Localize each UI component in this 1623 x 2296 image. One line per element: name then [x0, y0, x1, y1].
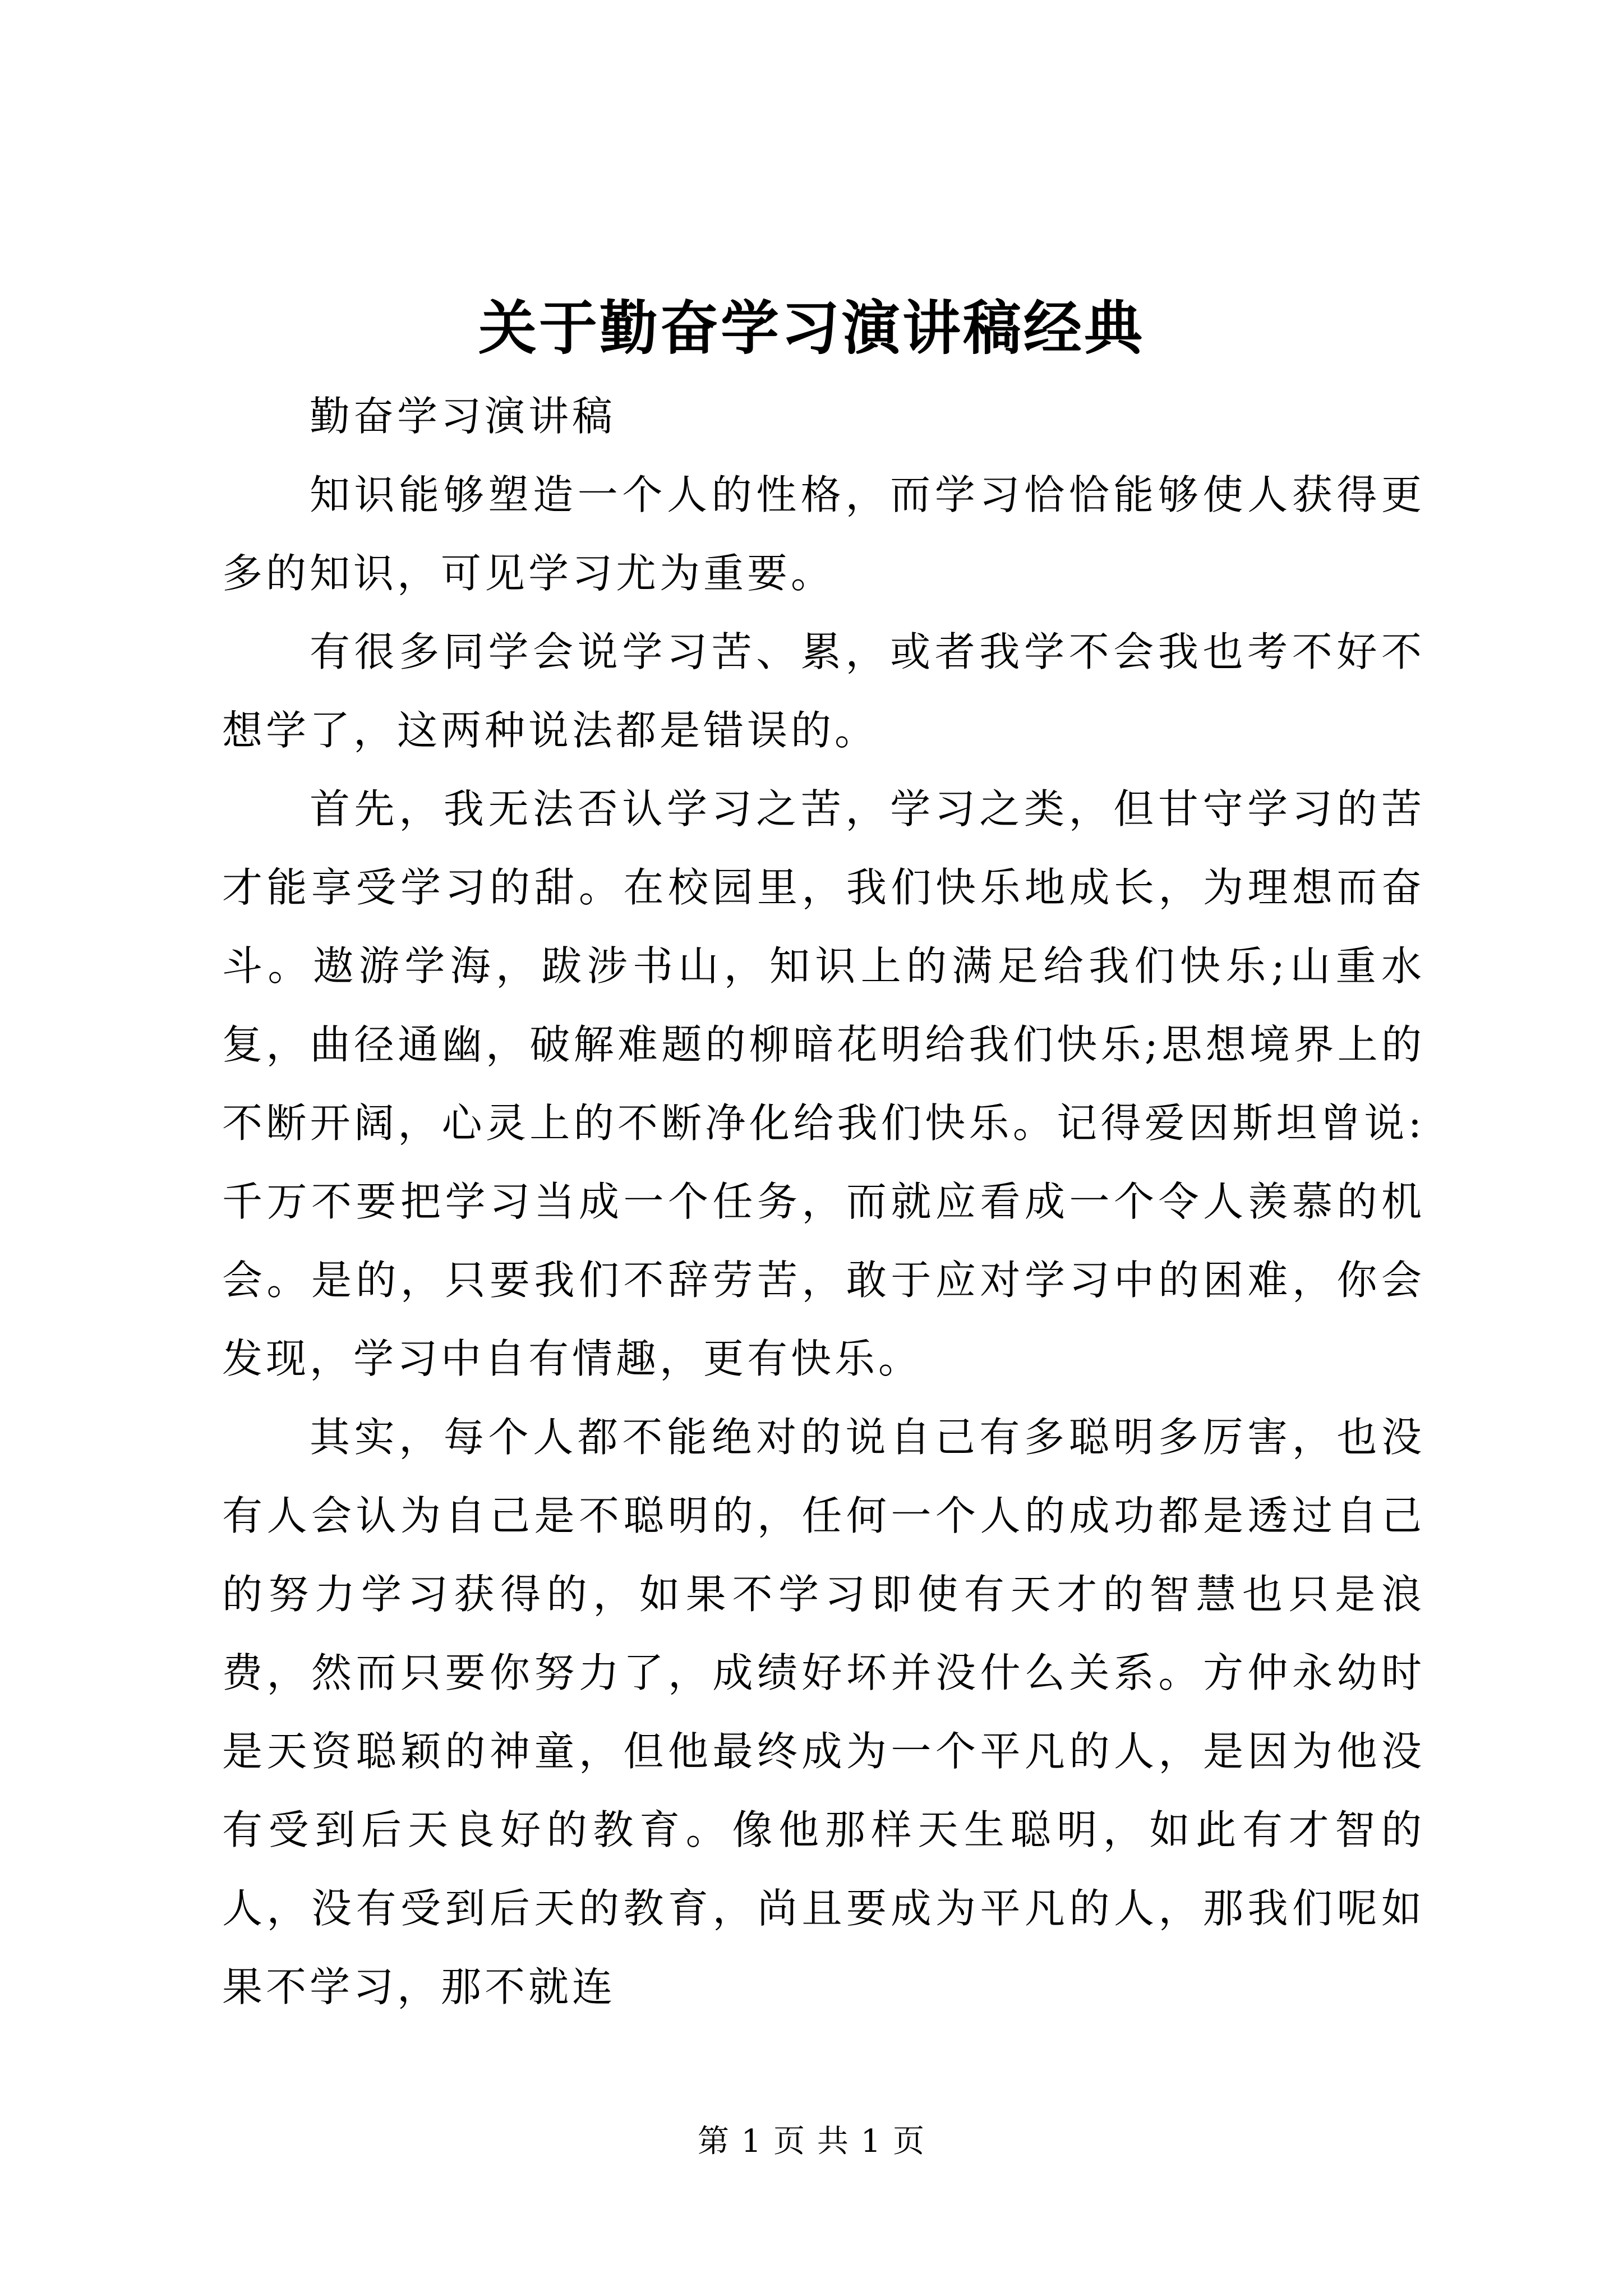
paragraph: 其实，每个人都不能绝对的说自己有多聪明多厉害，也没有人会认为自己是不聪明的，任何一个人的成功都是透过自己的努力学习获得的，如果不学习即使有天才的智慧也只是浪费，然而只要你努力了，成绩好坏并没什么关系。方仲永幼时是天资聪颖的神童，但他最终成为一个平凡的人，是因为他没有受到后天良好的教育。像他那样天生聪明，如此有才智的人，没有受到后天的教育，尚且要成为平凡的人，那我们呢如果不学习，那不就连	[222, 1414, 1425, 2010]
paragraph: 有很多同学会说学习苦、累，或者我学不会我也考不好不想学了，这两种说法都是错误的。	[222, 628, 1425, 754]
paragraph: 知识能够塑造一个人的性格，而学习恰恰能够使人获得更多的知识，可见学习尤为重要。	[222, 471, 1425, 597]
document-title: 关于勤奋学习演讲稿经典	[478, 293, 1145, 362]
page-number-footer: 第 1 页 共 1 页	[697, 2123, 926, 2160]
document-body	[222, 377, 1425, 2026]
paragraph: 首先，我无法否认学习之苦，学习之类，但甘守学习的苦才能享受学习的甜。在校园里，我们快乐地成长，为理想而奋斗。遨游学海，跋涉书山，知识上的满足给我们快乐;山重水复，曲径通幽，破解难题的柳暗花明给我们快乐;思想境界上的不断开阔，心灵上的不断净化给我们快乐。记得爱因斯坦曾说:千万不要把学习当成一个任务，而就应看成一个令人羡慕的机会。是的，只要我们不辞劳苦，敢于应对学习中的困难，你会发现，学习中自有情趣，更有快乐。	[222, 785, 1425, 1382]
paragraph-subtitle: 勤奋学习演讲稿	[310, 393, 616, 440]
